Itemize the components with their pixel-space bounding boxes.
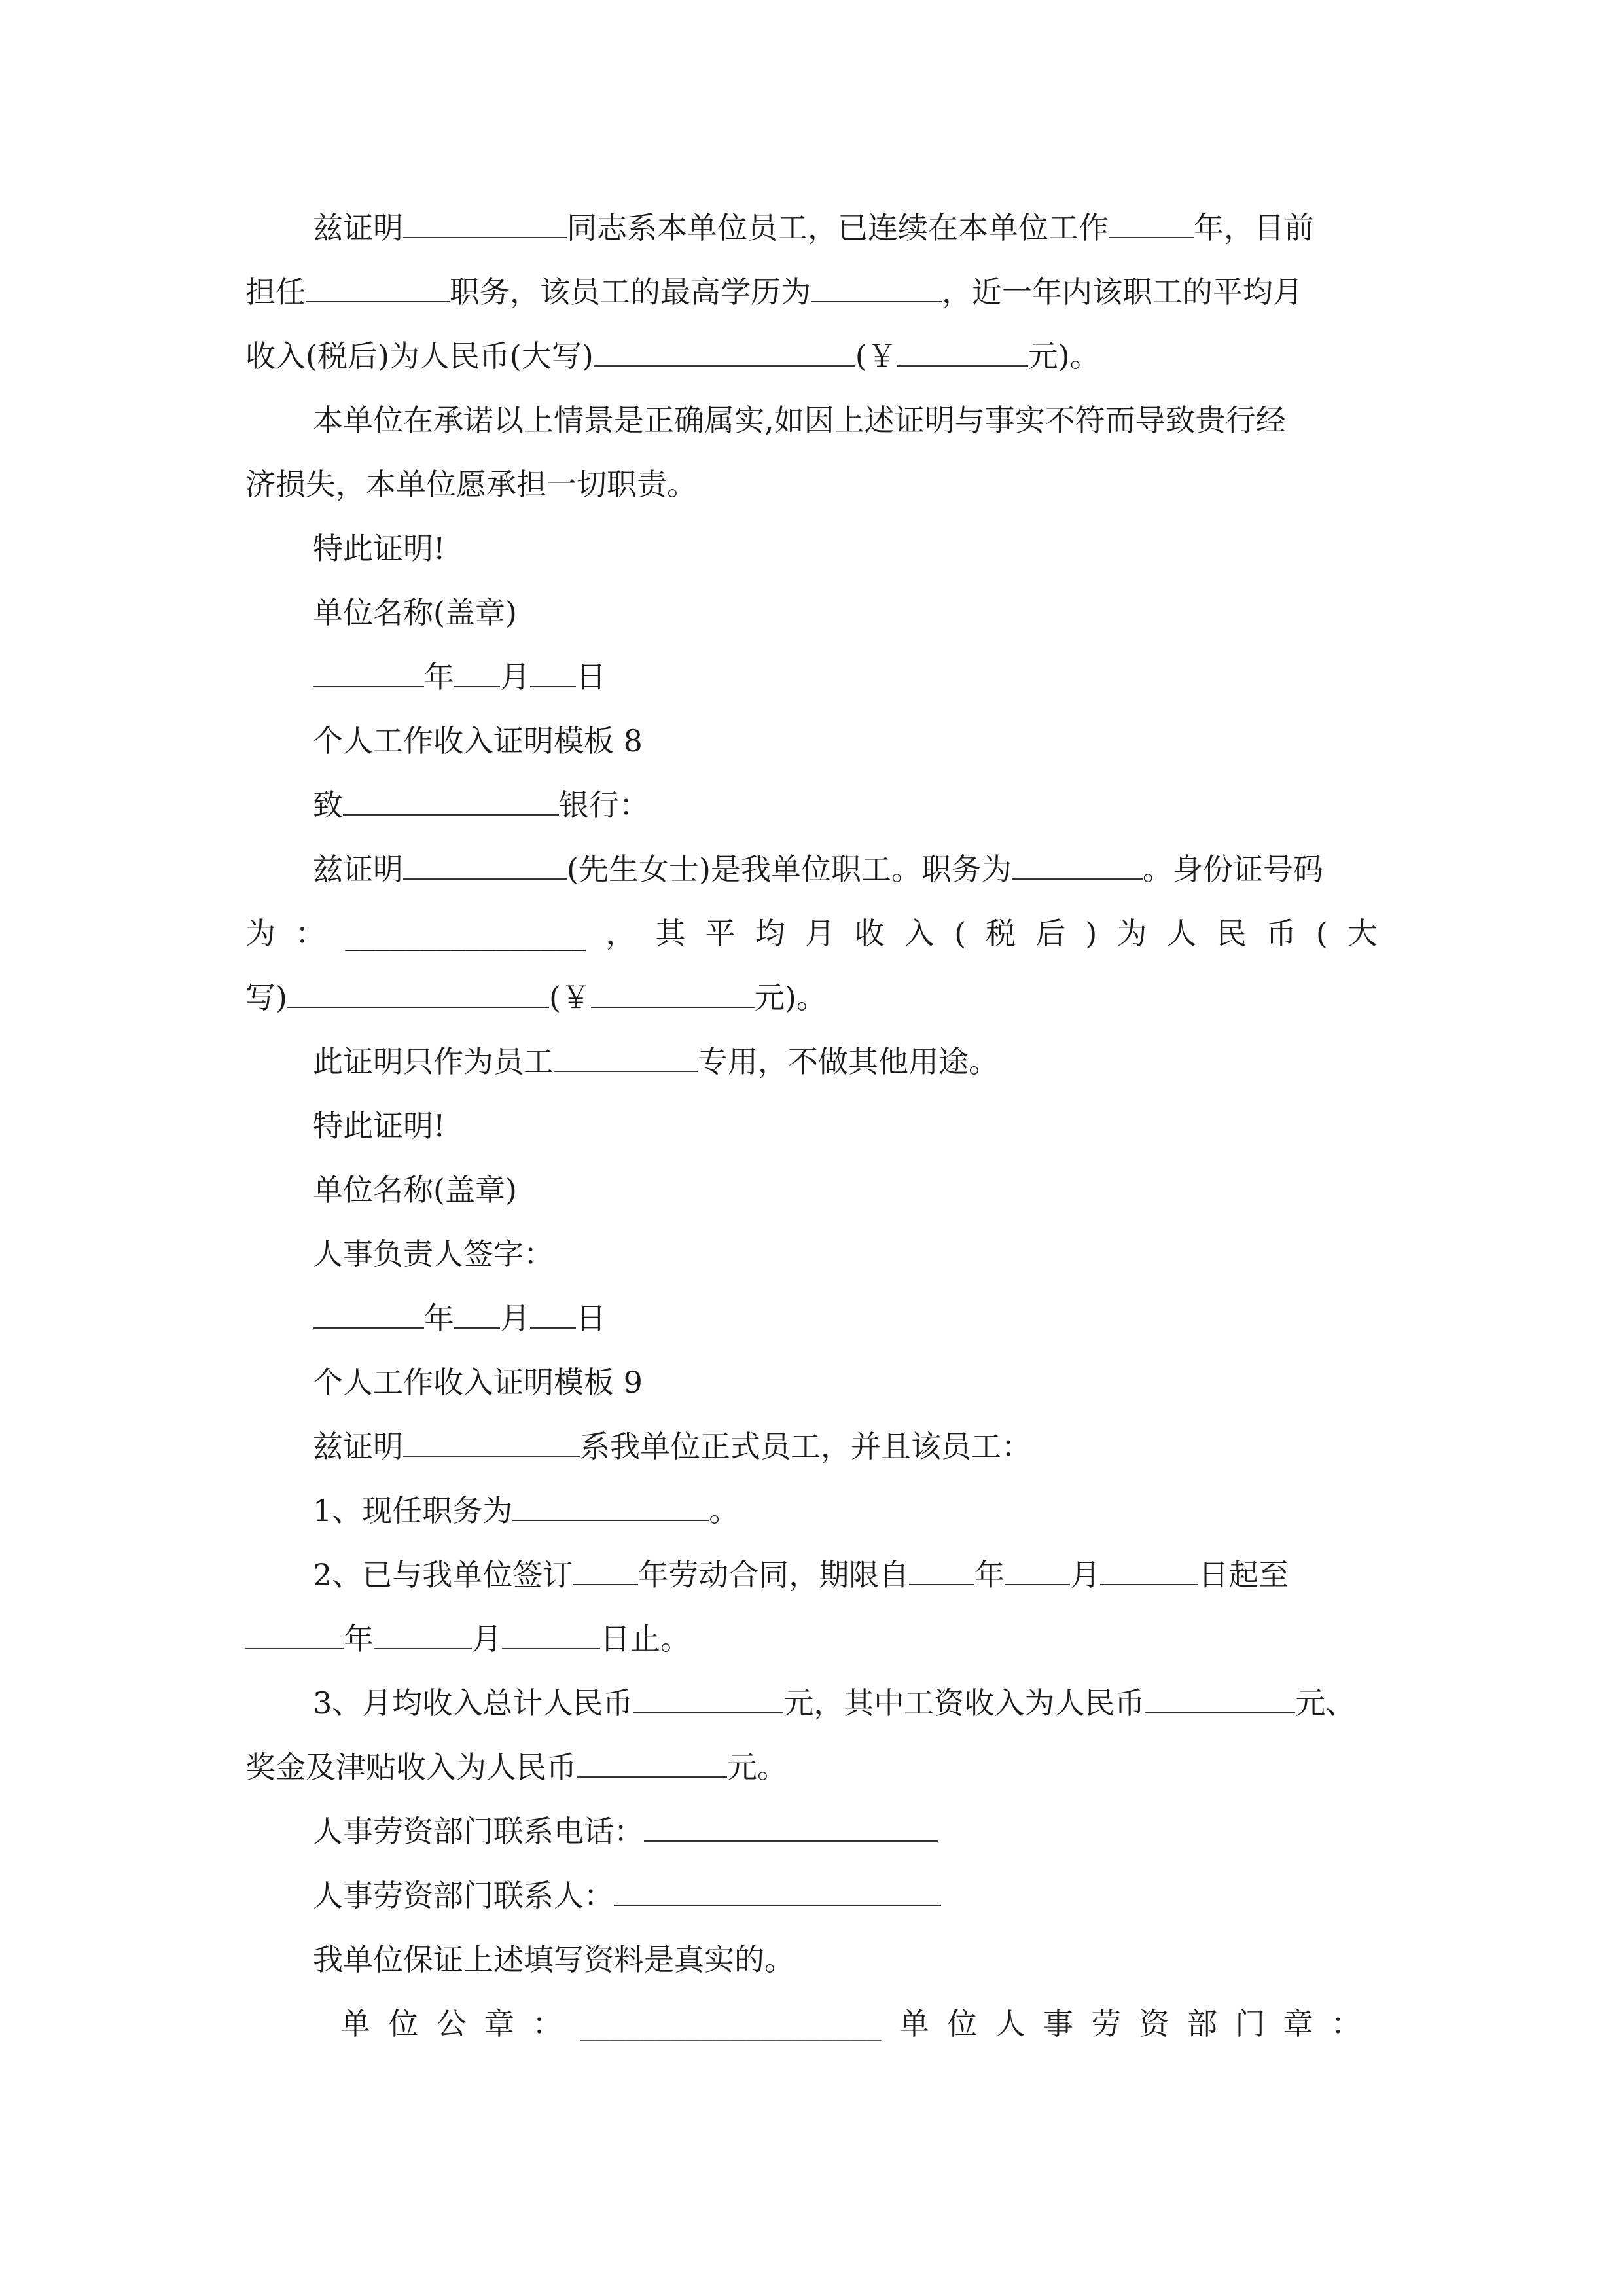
text-run: 月: [1070, 1557, 1101, 1592]
text-run: 。身份证号码: [1142, 852, 1323, 887]
text-run: 月: [472, 1621, 502, 1657]
text-run: ：: [532, 2006, 563, 2041]
blank-line: [633, 1683, 783, 1713]
paragraph-line: [245, 914, 1378, 953]
text-run: 专用，不做其他用途。: [698, 1044, 999, 1079]
blank-line: [343, 785, 559, 816]
date-line: [313, 1299, 606, 1338]
blank-line: [245, 1619, 344, 1649]
section-title: 个人工作收入证明模板 8: [313, 723, 643, 759]
text-run: 事: [1043, 2006, 1073, 2041]
text-run: 其: [655, 916, 686, 951]
text-run: (先生女士)是我单位职工。职务为: [567, 852, 1012, 887]
text-run: 银行：: [559, 787, 649, 823]
text-run: 致: [313, 787, 343, 823]
blank-line: [313, 1299, 424, 1329]
text-run: 年: [424, 659, 454, 694]
list-item: [313, 1491, 739, 1530]
list-item: [245, 1748, 787, 1787]
text-run: (: [1315, 916, 1328, 951]
text-run: 月: [500, 1300, 530, 1336]
text-run: ): [1085, 916, 1097, 951]
text-run: 日: [576, 1300, 606, 1336]
text-run: 均: [755, 916, 785, 951]
blank-line: [1109, 208, 1194, 238]
text-run: 单: [899, 2006, 929, 2041]
text-run: 月: [804, 916, 835, 951]
text-run: 民: [1216, 916, 1247, 951]
text-run: 此证明只作为员工: [313, 1044, 554, 1079]
list-item: [245, 1619, 690, 1659]
text-run: 收入(税后)为人民币(大写): [245, 338, 594, 374]
hr-signature: 人事负责人签字：: [313, 1236, 554, 1272]
text-run: 元、: [1295, 1685, 1356, 1721]
blank-line: [644, 1812, 938, 1842]
text-run: ：: [1330, 2006, 1361, 2041]
text-run: ____________________: [580, 2006, 882, 2041]
text-run: 章: [1283, 2006, 1313, 2041]
text-run: 元。: [727, 1749, 787, 1785]
text-run: 日止。: [600, 1621, 690, 1657]
text-run: 元)。: [1027, 338, 1100, 374]
text-run: 人事劳资部门联系人：: [313, 1878, 614, 1913]
paragraph-line: [245, 978, 827, 1017]
text-run: ________________: [345, 916, 586, 951]
text-run: ：: [295, 916, 326, 951]
text-run: 元，其中工资收入为人民币: [783, 1685, 1145, 1721]
list-item: [313, 1555, 1289, 1594]
blank-line: [287, 978, 549, 1008]
text-run: 为: [1116, 916, 1147, 951]
blank-line: [403, 1427, 580, 1457]
text-run: 年: [974, 1557, 1005, 1592]
text-run: 为: [245, 916, 276, 951]
text-run: 日起至: [1198, 1557, 1289, 1592]
blank-line: [1005, 1555, 1070, 1585]
blank-line: [502, 1619, 600, 1649]
blank-line: [591, 978, 755, 1008]
paragraph-line: [313, 208, 1314, 247]
text-run: 资: [1139, 2006, 1169, 2041]
text-run: 后: [1035, 916, 1066, 951]
section-title: 个人工作收入证明模板 9: [313, 1365, 643, 1400]
text-run: 税: [986, 916, 1016, 951]
text-run: 系我单位正式员工，并且该员工：: [580, 1429, 1031, 1464]
blank-line: [1100, 1555, 1198, 1585]
text-run: 入: [904, 916, 935, 951]
blank-line: [374, 1619, 472, 1649]
text-run: 年，目前: [1194, 210, 1314, 245]
blank-line: [530, 1299, 576, 1329]
blank-line: [577, 1748, 727, 1778]
blank-line: [403, 208, 567, 238]
text-run: 月: [500, 659, 530, 694]
paragraph-line: [313, 850, 1323, 889]
unit-name-seal: 单位名称(盖章): [313, 1172, 517, 1208]
blank-line: [306, 272, 450, 302]
blank-line: [594, 336, 855, 367]
certify-text: 特此证明!: [313, 531, 446, 566]
text-run: 1、现任职务为: [313, 1493, 513, 1528]
text-run: 兹证明: [313, 852, 403, 887]
text-run: 职务，该员工的最高学历为: [450, 274, 811, 310]
text-run: (: [954, 916, 967, 951]
text-run: 2、已与我单位签订: [313, 1557, 573, 1592]
text-run: 章: [484, 2006, 514, 2041]
paragraph-line: 本单位在承诺以上情景是正确属实,如因上述证明与事实不符而导致贵行经: [313, 403, 1286, 438]
blank-line: [1012, 850, 1143, 880]
paragraph-line: [245, 336, 1100, 376]
text-run: ，近一年内该职工的平均月: [942, 274, 1303, 310]
blank-line: [573, 1555, 638, 1585]
guarantee-text: 我单位保证上述填写资料是真实的。: [313, 1942, 794, 1977]
text-run: 同志系本单位员工，已连续在本单位工作: [567, 210, 1109, 245]
text-run: 日: [576, 659, 606, 694]
paragraph-line: [313, 1427, 1031, 1466]
text-run: 担任: [245, 274, 306, 310]
text-run: 元)。: [754, 980, 827, 1015]
blank-line: [811, 272, 942, 302]
addressee-line: [313, 785, 649, 825]
text-run: 公: [436, 2006, 467, 2041]
text-run: 年: [424, 1300, 454, 1336]
paragraph-line: [245, 272, 1303, 312]
paragraph-line: [313, 1042, 999, 1081]
seal-line: [340, 2004, 1361, 2043]
text-run: 大: [1347, 916, 1378, 951]
text-run: 平: [705, 916, 736, 951]
text-run: 兹证明: [313, 1429, 403, 1464]
certify-text: 特此证明!: [313, 1108, 446, 1143]
list-item: [313, 1683, 1355, 1723]
blank-line: [614, 1876, 941, 1906]
text-run: 写): [245, 980, 287, 1015]
blank-line: [530, 657, 576, 687]
blank-line: [403, 850, 567, 880]
blank-line: [1145, 1683, 1295, 1713]
unit-name-seal: 单位名称(盖章): [313, 595, 517, 630]
hr-contact-line: [313, 1876, 941, 1915]
text-run: 人: [995, 2006, 1026, 2041]
text-run: 兹证明: [313, 210, 403, 245]
blank-line: [909, 1555, 974, 1585]
text-run: 劳: [1091, 2006, 1122, 2041]
text-run: 年: [344, 1621, 374, 1657]
paragraph-line: 济损失，本单位愿承担一切职责。: [245, 467, 697, 502]
text-run: 部: [1186, 2006, 1217, 2041]
text-run: 人事劳资部门联系电话：: [313, 1814, 644, 1849]
blank-line: [454, 1299, 500, 1329]
text-run: 3、月均收入总计人民币: [313, 1685, 633, 1721]
text-run: 收: [854, 916, 885, 951]
text-run: 位: [947, 2006, 978, 2041]
blank-line: [897, 336, 1028, 367]
text-run: (￥: [855, 338, 897, 374]
date-line: [313, 657, 606, 696]
text-run: 币: [1266, 916, 1296, 951]
text-run: (￥: [548, 980, 591, 1015]
blank-line: [313, 657, 424, 687]
text-run: 年劳动合同，期限自: [638, 1557, 910, 1592]
hr-phone-line: [313, 1812, 938, 1851]
text-run: 人: [1166, 916, 1197, 951]
blank-line: [554, 1042, 698, 1072]
text-run: 门: [1235, 2006, 1266, 2041]
text-run: ，: [605, 916, 636, 951]
text-run: 。: [709, 1493, 740, 1528]
blank-line: [454, 657, 500, 687]
text-run: 奖金及津贴收入为人民币: [245, 1749, 577, 1785]
text-run: 单: [340, 2006, 370, 2041]
text-run: 位: [388, 2006, 419, 2041]
blank-line: [512, 1491, 709, 1521]
